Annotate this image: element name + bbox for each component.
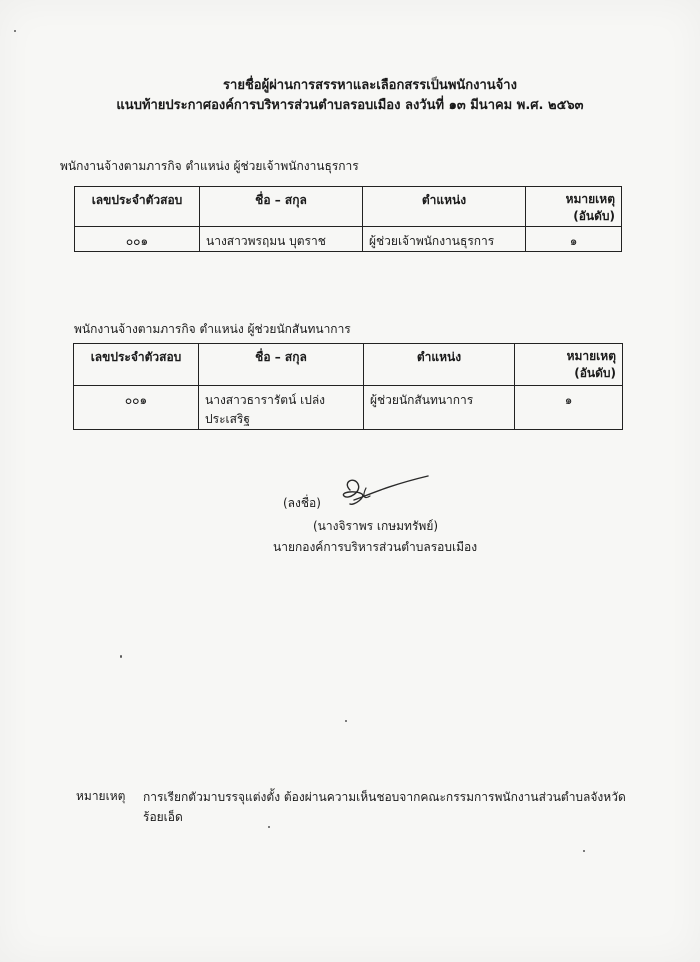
header-position: ตำแหน่ง (363, 187, 526, 227)
header-remark-line2: (อันดับ) (574, 366, 616, 380)
header-exam-no: เลขประจำตัวสอบ (75, 187, 200, 227)
scan-speck (345, 720, 347, 722)
header-name: ชื่อ – สกุล (200, 187, 363, 227)
header-exam-no: เลขประจำตัวสอบ (74, 344, 199, 386)
table-header-row (75, 187, 622, 227)
note-line2: ร้อยเอ็ด (143, 810, 183, 824)
cell-position: ผู้ช่วยเจ้าพนักงานธุรการ (363, 227, 526, 252)
scan-speck (268, 826, 270, 828)
section-label-recreation: พนักงานจ้างตามภารกิจ ตำแหน่ง ผู้ช่วยนักสันทนาการ (74, 322, 351, 336)
scan-speck (120, 655, 122, 658)
scan-speck (14, 30, 16, 32)
signer-title: นายกองค์การบริหารส่วนตำบลรอบเมือง (273, 540, 478, 554)
table-row (74, 386, 623, 430)
cell-exam-no: ๐๐๑ (74, 386, 199, 430)
scan-speck (583, 850, 585, 852)
cell-name: นางสาวธารารัตน์ เปล่งประเสริฐ (199, 386, 364, 430)
cell-name: นางสาวพรฤมน บุตราช (200, 227, 363, 252)
note-label: หมายเหตุ (76, 789, 126, 803)
cell-rank: ๑ (515, 386, 623, 430)
table-header-row (74, 344, 623, 386)
header-name: ชื่อ – สกุล (199, 344, 364, 386)
note-text (143, 787, 663, 827)
header-remark-line1: หมายเหตุ (565, 192, 615, 206)
results-table-clerk (74, 186, 622, 252)
header-remark-line2: (อันดับ) (573, 209, 615, 223)
handwritten-signature (336, 470, 436, 518)
cell-exam-no: ๐๐๑ (75, 227, 200, 252)
note-line1: การเรียกตัวมาบรรจุแต่งตั้ง ต้องผ่านความเห็นชอบจากคณะกรรมการพนักงานส่วนตำบลจังหวัด (143, 790, 626, 804)
document-subtitle: แนบท้ายประกาศองค์การบริหารส่วนตำบลรอบเมือง ลงวันที่ ๑๓ มีนาคม พ.ศ. ๒๕๖๓ (116, 98, 584, 113)
cell-position: ผู้ช่วยนักสันทนาการ (364, 386, 515, 430)
table-row (75, 227, 622, 252)
header-position: ตำแหน่ง (364, 344, 515, 386)
results-table-recreation (73, 343, 623, 430)
section-label-clerk: พนักงานจ้างตามภารกิจ ตำแหน่ง ผู้ช่วยเจ้าพนักงานธุรการ (60, 159, 359, 173)
document-title: รายชื่อผู้ผ่านการสรรหาและเลือกสรรเป็นพนักงานจ้าง (223, 78, 517, 93)
signed-label: (ลงชื่อ) (283, 496, 321, 510)
signer-name: (นางจิราพร เกษมทรัพย์) (313, 519, 439, 533)
cell-rank: ๑ (526, 227, 622, 252)
header-remark (526, 187, 622, 227)
header-remark-line1: หมายเหตุ (566, 349, 616, 363)
header-remark (515, 344, 623, 386)
